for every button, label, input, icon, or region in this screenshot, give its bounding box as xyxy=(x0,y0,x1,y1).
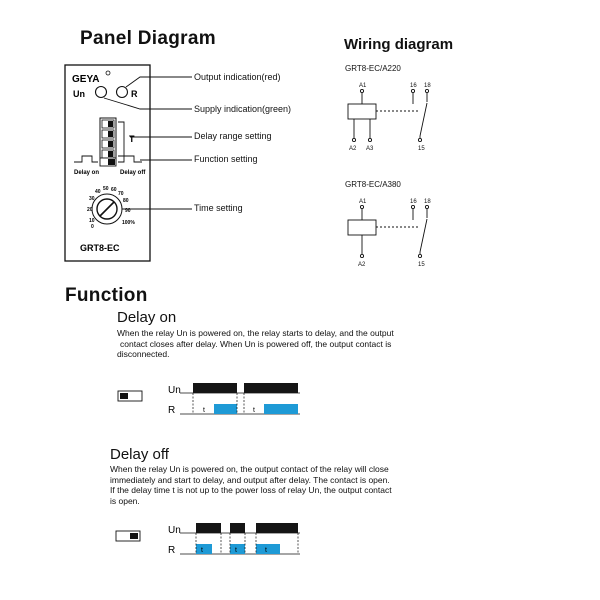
delay-off-r-pulse xyxy=(256,544,280,554)
r-led-label: R xyxy=(131,89,138,99)
model-label: GRT8-EC xyxy=(80,243,120,253)
delay-on-r-pulse xyxy=(264,404,298,414)
delay-on-title: Delay on xyxy=(117,309,177,326)
dial-mark: 10 xyxy=(89,218,95,224)
delay-off-title: Delay off xyxy=(110,446,169,463)
delay-off-timing-diagram xyxy=(110,515,310,565)
time-setting-dial xyxy=(92,194,122,224)
delay-on-description xyxy=(117,328,457,360)
delay-off-description xyxy=(110,464,470,506)
delay-on-un-label: Un xyxy=(168,385,181,396)
function-title: Function xyxy=(65,285,148,306)
wiring-model-a220: GRT8-EC/A220 xyxy=(345,64,401,73)
wiring-diagram-a220 xyxy=(340,78,450,158)
delay-off-r-pulse xyxy=(230,544,245,554)
dial-mark: 40 xyxy=(95,189,101,195)
delay-off-t-label: t xyxy=(201,547,203,554)
terminal-label: 15 xyxy=(418,146,425,152)
delay-off-t-label: t xyxy=(235,547,237,554)
un-led-label: Un xyxy=(73,89,85,99)
panel-diagram xyxy=(60,62,300,267)
wiring-diagram-a380 xyxy=(340,194,450,274)
terminal-label: A1 xyxy=(359,199,367,205)
dial-mark: 50 xyxy=(103,186,109,192)
wiring-model-a380: GRT8-EC/A380 xyxy=(345,180,401,189)
supply-led-icon xyxy=(96,87,107,98)
dial-mark: 30 xyxy=(89,196,95,202)
relay-coil xyxy=(348,104,376,119)
delay-on-un-pulse xyxy=(244,383,298,393)
delay-on-timing-diagram xyxy=(110,375,310,425)
terminal-label: 18 xyxy=(424,199,431,205)
delay-off-un-label: Un xyxy=(168,525,181,536)
callout-function-setting: Function setting xyxy=(194,154,258,164)
dial-mark: 60 xyxy=(111,187,117,193)
delay-off-r-pulse xyxy=(196,544,212,554)
dial-mark: 0 xyxy=(91,224,94,230)
brand-logo: GEYA xyxy=(72,74,100,85)
delay-on-switch-label: Delay on xyxy=(74,170,100,176)
panel-diagram-title: Panel Diagram xyxy=(80,28,216,49)
terminal-label: A3 xyxy=(366,146,374,152)
delay-off-line: If the delay time t is not up to the power loss of relay Un, the output contact xyxy=(110,485,392,495)
delay-off-line: When the relay Un is powered on, the output contact of the relay will close xyxy=(110,464,389,474)
delay-on-r-label: R xyxy=(168,405,176,416)
terminal-label: 16 xyxy=(410,199,417,205)
relay-coil xyxy=(348,220,376,235)
output-led-icon xyxy=(117,87,128,98)
delay-on-switch-icon xyxy=(118,391,142,401)
delay-on-un-pulse xyxy=(193,383,237,393)
delay-off-line: immediately and start to delay, and output after delay. The contact is open. xyxy=(110,474,390,485)
delay-off-un-pulse xyxy=(196,523,221,533)
delay-off-un-pulse xyxy=(256,523,298,533)
callout-output-indication: Output indication(red) xyxy=(194,72,281,82)
dial-mark: 90 xyxy=(125,208,131,214)
delay-on-line: disconnected. xyxy=(117,349,170,359)
delay-on-r-pulse xyxy=(214,404,237,414)
terminal-label: A2 xyxy=(349,146,357,152)
callout-delay-range: Delay range setting xyxy=(194,131,272,141)
terminal-label: A2 xyxy=(358,262,366,268)
callout-time-setting: Time setting xyxy=(194,203,243,213)
dial-mark: 20 xyxy=(87,207,93,213)
terminal-label: 18 xyxy=(424,83,431,89)
delay-on-t-label: t xyxy=(253,407,255,414)
callout-supply-indication: Supply indication(green) xyxy=(194,104,292,114)
dial-mark: 80 xyxy=(123,198,129,204)
terminal-label: 16 xyxy=(410,83,417,89)
delay-off-switch-label: Delay off xyxy=(120,170,146,176)
delay-on-t-label: t xyxy=(203,407,205,414)
delay-off-line: is open. xyxy=(110,495,140,506)
delay-off-r-label: R xyxy=(168,545,176,556)
terminal-label: 15 xyxy=(418,262,425,268)
delay-off-switch-icon xyxy=(116,531,140,541)
delay-on-line: When the relay Un is powered on, the relay starts to delay, and the output xyxy=(117,328,394,338)
wiring-diagram-title: Wiring diagram xyxy=(344,36,454,53)
t-label: T xyxy=(129,134,135,144)
dial-mark: 70 xyxy=(118,191,124,197)
delay-off-t-label: t xyxy=(265,547,267,554)
dial-mark: 100% xyxy=(122,220,135,226)
delay-on-line: contact closes after delay. When Un is powered off, the output contact is xyxy=(120,338,392,349)
delay-off-un-pulse xyxy=(230,523,245,533)
terminal-label: A1 xyxy=(359,83,367,89)
